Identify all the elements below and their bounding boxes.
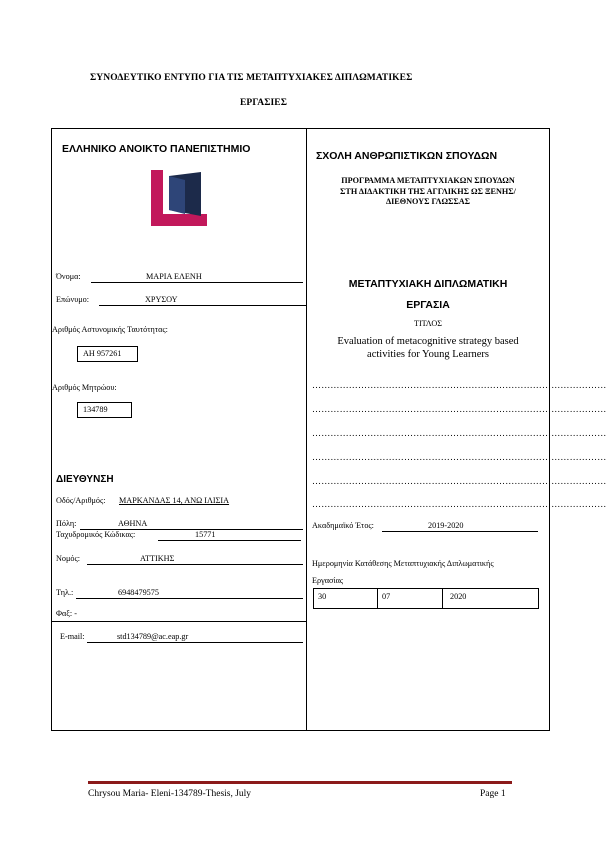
city-label: Πόλη: [56,519,77,528]
surname-label: Επώνυμο: [56,295,90,304]
thesis-heading-1: ΜΕΤΑΠΤΥΧΙΑΚΗ ΔΙΠΛΩΜΑΤΙΚΗ [348,278,508,290]
date-divider-1 [377,588,378,609]
program-line-3: ΔΙΕΘΝΟΥΣ ΓΛΩΣΣΑΣ [385,197,471,206]
page-number: Page 1 [480,789,506,799]
street-label: Οδός/Αριθμός: [56,496,106,505]
program-line-1: ΠΡΟΓΡΑΜΜΑ ΜΕΤΑΠΤΥΧΙΑΚΩΝ ΣΠΟΥΔΩΝ [341,176,515,185]
date-divider-2 [442,588,443,609]
submission-year[interactable]: 2020 [450,592,467,601]
academic-year-value[interactable]: 2019-2020 [428,521,464,530]
dots-line-2: …………………………………………………………………………………… [312,404,606,414]
dots-line-4: …………………………………………………………………………………… [312,452,606,462]
thesis-title-line-2: activities for Young Learners [367,349,489,360]
prefecture-value[interactable]: ΑΤΤΙΚΗΣ [140,554,175,563]
id-label: Αριθμός Αστυνομικής Ταυτότητας: [52,325,168,334]
fax-separator [51,621,306,622]
thesis-title[interactable] [310,335,546,361]
submission-day[interactable]: 30 [318,592,327,601]
academic-year-label: Ακαδημαϊκό Έτος: [312,521,374,530]
surname-value[interactable]: ΧΡΥΣΟΥ [145,295,178,304]
surname-underline [99,305,306,306]
school-name: ΣΧΟΛΗ ΑΝΘΡΩΠΙΣΤΙΚΩΝ ΣΠΟΥΔΩΝ [316,150,498,162]
email-underline [87,642,303,643]
name-underline [91,282,303,283]
fax-label: Φαξ: - [56,609,77,618]
dots-line-5: …………………………………………………………………………………… [312,476,606,486]
program-name [310,176,546,208]
academic-year-underline [382,531,538,532]
footer-bar [88,781,512,784]
phone-value[interactable]: 6948479575 [118,588,159,597]
name-value[interactable]: ΜΑΡΙΑ ΕΛΕΝΗ [146,272,202,281]
submission-label-line-1: Ημερομηνία Κατάθεσης Μεταπτυχιακής Διπλωματικής [312,559,494,568]
submission-date-table [313,588,539,609]
postal-value[interactable]: 15771 [195,530,216,539]
street-value[interactable]: ΜΑΡΚΑΝΔΑΣ 14, ΑΝΩ ΙΛΙΣΙΑ [119,496,230,505]
phone-label: Τηλ.: [56,588,74,597]
header-line-1: ΣΥΝΟΔΕΥΤΙΚΟ ΕΝΤΥΠΟ ΓΙΑ ΤΙΣ ΜΕΤΑΠΤΥΧΙΑΚΕΣ ΔΙΠΛΩΜΑΤΙΚΕΣ [90,73,413,83]
email-label: E-mail: [60,632,85,641]
postal-label: Ταχυδρομικός Κώδικας: [56,530,136,539]
registration-label: Αριθμός Μητρώου: [52,383,117,392]
column-divider [306,128,307,730]
footer-left-text: Chrysou Maria- Eleni-134789-Thesis, July [88,789,252,799]
dots-line-1: …………………………………………………………………………………… [312,380,606,390]
registration-value[interactable]: 134789 [77,402,132,418]
email-value[interactable]: std134789@ac.eap.gr [117,632,189,641]
header-line-2: ΕΡΓΑΣΙΕΣ [240,98,288,108]
program-line-2: ΣΤΗ ΔΙΔΑΚΤΙΚΗ ΤΗΣ ΑΓΓΛΙΚΗΣ ΩΣ ΞΕΝΗΣ/ [340,186,516,196]
submission-label-line-2: Εργασίας [312,576,344,585]
postal-underline [158,540,301,541]
university-name: ΕΛΛΗΝΙΚΟ ΑΝΟΙΚΤΟ ΠΑΝΕΠΙΣΤΗΜΙΟ [62,143,251,155]
id-value[interactable]: ΑΗ 957261 [77,346,138,362]
city-value[interactable]: ΑΘΗΝΑ [118,519,148,528]
thesis-heading-2: ΕΡΓΑΣΙΑ [406,299,450,311]
thesis-title-line-1: Evaluation of metacognitive strategy based [337,336,519,347]
prefecture-underline [87,564,303,565]
university-logo [151,170,207,226]
address-heading: ΔΙΕΥΘΥΝΣΗ [56,474,114,485]
submission-label [312,555,546,589]
prefecture-label: Νομός: [56,554,81,563]
dots-line-6: …………………………………………………………………………………… [312,499,606,509]
title-label: ΤΙΤΛΟΣ [413,319,443,328]
phone-underline [76,598,303,599]
dots-line-3: …………………………………………………………………………………… [312,428,606,438]
submission-month[interactable]: 07 [382,592,391,601]
name-label: Όνομα: [56,272,81,281]
